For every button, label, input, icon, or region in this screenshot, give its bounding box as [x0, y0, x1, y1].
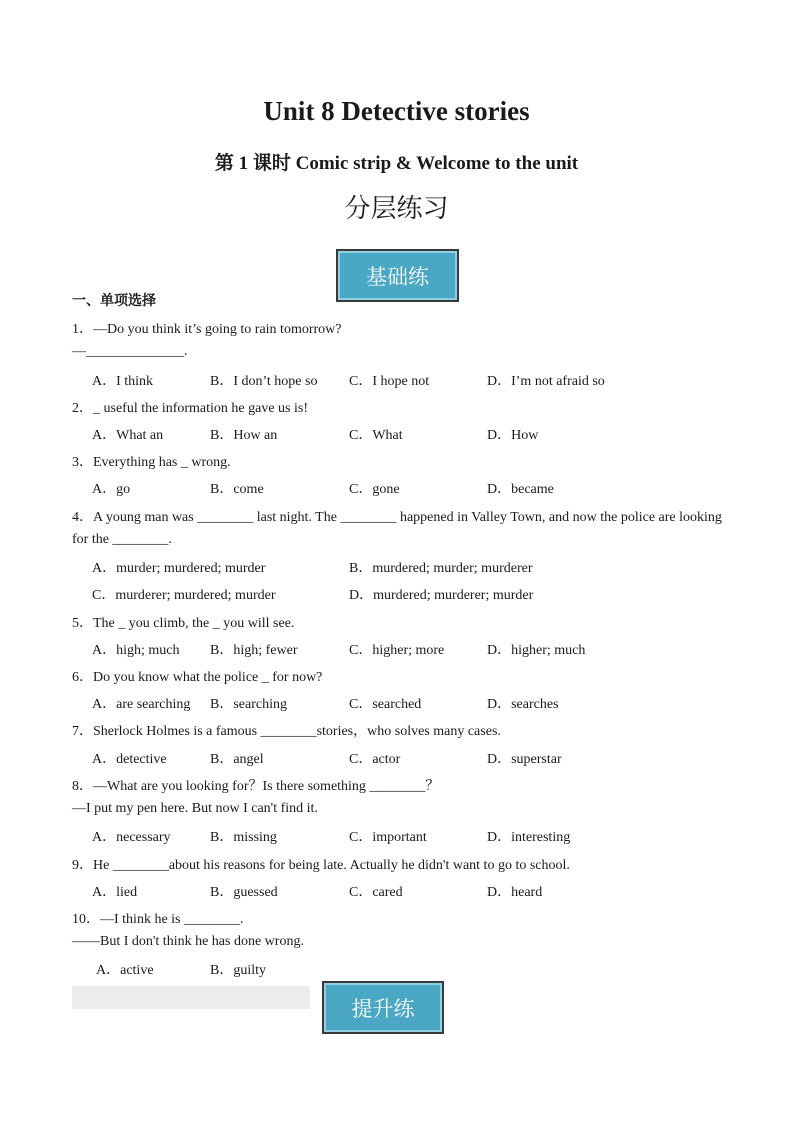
question-4-option-a: A．murder; murdered; murder: [92, 561, 266, 576]
question-4-option-b: B．murdered; murder; murderer: [349, 561, 533, 576]
question-6-option-d: D．searches: [487, 697, 559, 712]
question-8-option-a: A．necessary: [92, 830, 171, 845]
question-9-option-c: C．cared: [349, 885, 403, 900]
question-1-option-d: D．I’m not afraid so: [487, 374, 605, 389]
question-5-option-d: D．higher; much: [487, 643, 586, 658]
question-2-option-c: C．What: [349, 428, 403, 443]
question-10-option-b: B．guilty: [210, 963, 267, 978]
question-2-option-a: A．What an: [92, 428, 164, 443]
question-8-option-c: C．important: [349, 830, 427, 845]
question-3-stem: 3．Everything has _ wrong.: [72, 455, 231, 470]
question-4-stem: 4．A young man was ________ last night. The ________ happened in Valley Town, and now the police are looking: [72, 510, 722, 525]
question-3-option-a: A．go: [92, 482, 131, 497]
question-7-stem: 7．Sherlock Holmes is a famous ________stories，who solves many cases.: [72, 724, 501, 739]
question-1-answer-line: —______________.: [72, 344, 188, 359]
question-10-stem: 10．—I think he is ________.: [72, 912, 244, 927]
question-7-option-c: C．actor: [349, 752, 401, 767]
question-5-option-b: B．high; fewer: [210, 643, 298, 658]
question-7-option-b: B．angel: [210, 752, 264, 767]
question-5-stem: 5．The _ you climb, the _ you will see.: [72, 616, 295, 631]
question-6-option-b: B．searching: [210, 697, 287, 712]
advanced-level-banner: 提升练: [322, 981, 444, 1034]
question-2-option-b: B．How an: [210, 428, 278, 443]
question-4-option-d: D．murdered; murderer; murder: [349, 588, 534, 603]
basic-level-banner: 基础练: [336, 249, 459, 302]
question-8-stem: 8．—What are you looking for？Is there something ________？: [72, 779, 440, 794]
question-3-option-d: D．became: [487, 482, 554, 497]
question-5-option-c: C．higher; more: [349, 643, 445, 658]
practice-heading: 分层练习: [344, 194, 449, 224]
question-1-stem: 1．—Do you think it’s going to rain tomorrow?: [72, 322, 342, 337]
question-8-reply: —I put my pen here. But now I can't find it.: [72, 801, 318, 816]
question-9-option-d: D．heard: [487, 885, 543, 900]
question-8-option-b: B．missing: [210, 830, 277, 845]
lesson-subtitle: 第 1 课时 Comic strip & Welcome to the unit: [214, 153, 579, 174]
question-8-option-d: D．interesting: [487, 830, 571, 845]
question-10-option-a: A．active: [96, 963, 154, 978]
question-1-option-c: C．I hope not: [349, 374, 430, 389]
question-5-option-a: A．high; much: [92, 643, 180, 658]
question-7-option-d: D．superstar: [487, 752, 562, 767]
section-title: 一、单项选择: [72, 293, 156, 309]
question-2-stem: 2．_ useful the information he gave us is!: [72, 401, 309, 416]
question-9-stem: 9．He ________about his reasons for being late. Actually he didn't want to go to school.: [72, 858, 570, 873]
question-3-option-c: C．gone: [349, 482, 400, 497]
question-6-option-a: A．are searching: [92, 697, 191, 712]
unit-title: Unit 8 Detective stories: [263, 96, 530, 126]
question-6-option-c: C．searched: [349, 697, 422, 712]
question-4-option-c: C．murderer; murdered; murder: [92, 588, 276, 603]
question-10-reply: ——But I don't think he has done wrong.: [72, 934, 304, 949]
question-1-option-a: A．I think: [92, 374, 154, 389]
question-1-option-b: B．I don’t hope so: [210, 374, 318, 389]
question-7-option-a: A．detective: [92, 752, 167, 767]
question-3-option-b: B．come: [210, 482, 264, 497]
question-4-stem-continued: for the ________.: [72, 532, 172, 547]
question-2-option-d: D．How: [487, 428, 539, 443]
question-9-option-b: B．guessed: [210, 885, 278, 900]
question-9-option-a: A．lied: [92, 885, 138, 900]
question-6-stem: 6．Do you know what the police _ for now?: [72, 670, 323, 685]
redacted-bar: [72, 986, 310, 1009]
